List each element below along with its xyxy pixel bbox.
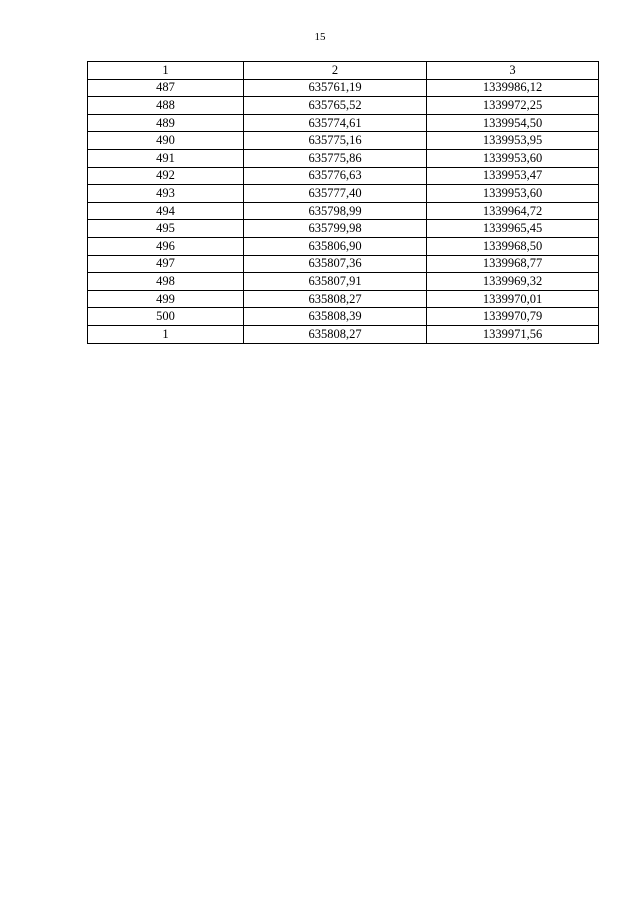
x-coordinate-cell: 635775,86 [244,149,427,167]
table-row [88,97,599,115]
x-coordinate-cell: 635806,90 [244,237,427,255]
header-cell-3: 3 [427,62,599,80]
y-coordinate-cell: 1339953,95 [427,132,599,150]
table-row [88,79,599,97]
table-row [88,149,599,167]
point-number-cell: 1 [88,325,244,343]
table-row [88,132,599,150]
x-coordinate-cell: 635808,39 [244,308,427,326]
table-row [88,237,599,255]
x-coordinate-cell: 635777,40 [244,185,427,203]
table-row [88,202,599,220]
table-row [88,220,599,238]
header-cell-1: 1 [88,62,244,80]
point-number-cell: 498 [88,273,244,291]
y-coordinate-cell: 1339969,32 [427,273,599,291]
point-number-cell: 492 [88,167,244,185]
point-number-cell: 497 [88,255,244,273]
y-coordinate-cell: 1339953,47 [427,167,599,185]
y-coordinate-cell: 1339971,56 [427,325,599,343]
y-coordinate-cell: 1339972,25 [427,97,599,115]
point-number-cell: 487 [88,79,244,97]
table-row [88,185,599,203]
y-coordinate-cell: 1339986,12 [427,79,599,97]
point-number-cell: 491 [88,149,244,167]
y-coordinate-cell: 1339953,60 [427,149,599,167]
x-coordinate-cell: 635808,27 [244,325,427,343]
x-coordinate-cell: 635798,99 [244,202,427,220]
x-coordinate-cell: 635765,52 [244,97,427,115]
point-number-cell: 493 [88,185,244,203]
point-number-cell: 488 [88,97,244,115]
point-number-cell: 500 [88,308,244,326]
x-coordinate-cell: 635807,91 [244,273,427,291]
table-row [88,167,599,185]
y-coordinate-cell: 1339964,72 [427,202,599,220]
point-number-cell: 489 [88,114,244,132]
table-row [88,290,599,308]
x-coordinate-cell: 635774,61 [244,114,427,132]
point-number-cell: 490 [88,132,244,150]
point-number-cell: 495 [88,220,244,238]
x-coordinate-cell: 635807,36 [244,255,427,273]
x-coordinate-cell: 635776,63 [244,167,427,185]
point-number-cell: 494 [88,202,244,220]
table-body [88,62,599,344]
x-coordinate-cell: 635761,19 [244,79,427,97]
table-header-row [88,62,599,80]
point-number-cell: 499 [88,290,244,308]
x-coordinate-cell: 635799,98 [244,220,427,238]
table-row [88,325,599,343]
x-coordinate-cell: 635775,16 [244,132,427,150]
y-coordinate-cell: 1339970,01 [427,290,599,308]
point-number-cell: 496 [88,237,244,255]
y-coordinate-cell: 1339953,60 [427,185,599,203]
y-coordinate-cell: 1339968,50 [427,237,599,255]
page-number: 15 [314,31,326,43]
table-row [88,273,599,291]
table-row [88,255,599,273]
coordinates-table [87,61,599,344]
y-coordinate-cell: 1339970,79 [427,308,599,326]
header-cell-2: 2 [244,62,427,80]
y-coordinate-cell: 1339954,50 [427,114,599,132]
x-coordinate-cell: 635808,27 [244,290,427,308]
y-coordinate-cell: 1339965,45 [427,220,599,238]
table-row [88,308,599,326]
table-row [88,114,599,132]
y-coordinate-cell: 1339968,77 [427,255,599,273]
